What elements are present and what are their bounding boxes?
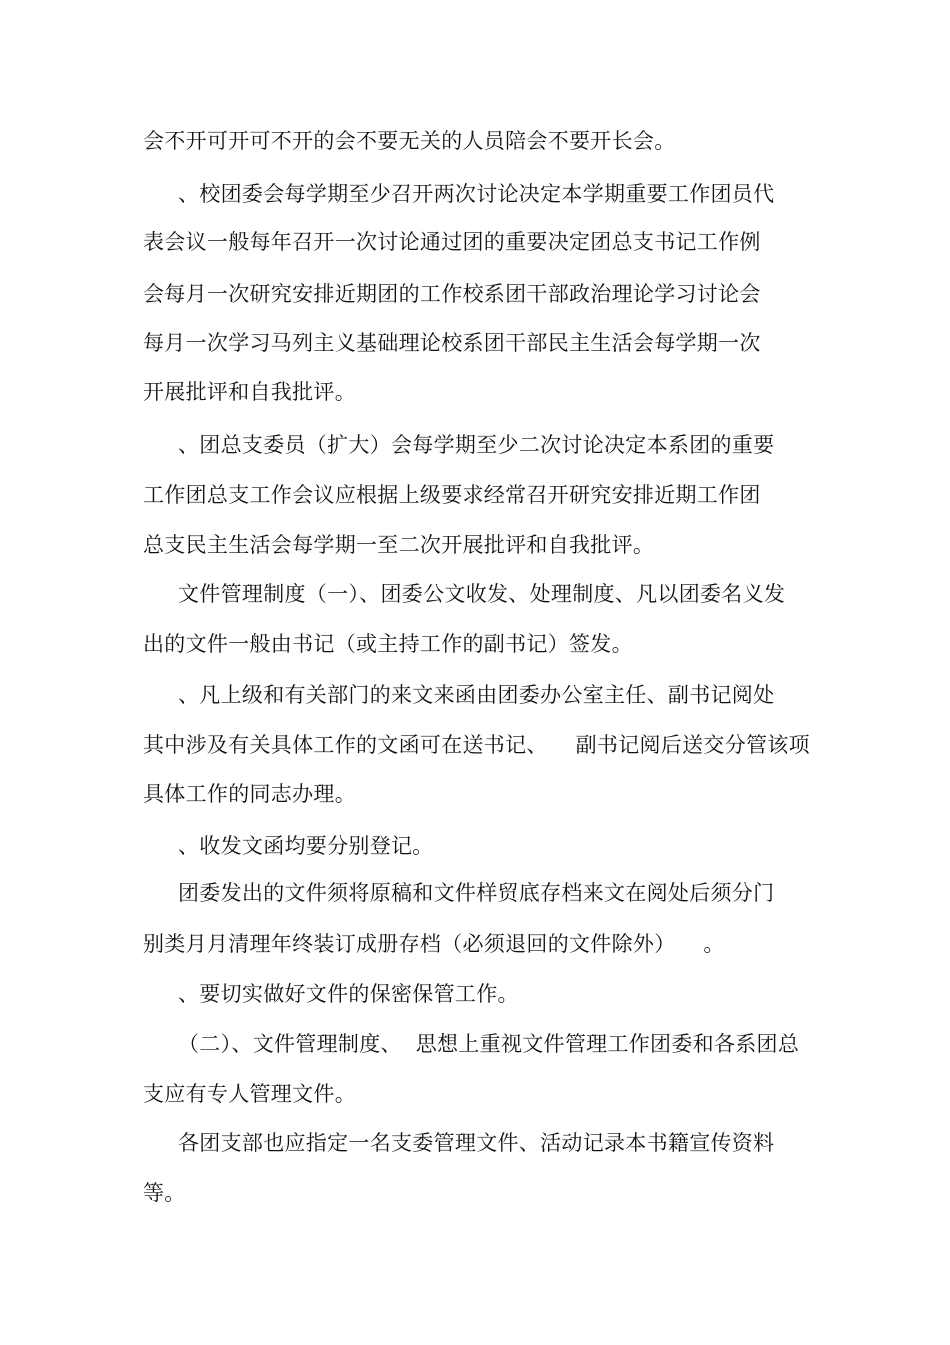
text-line: 、校团委会每学期至少召开两次讨论决定本学期重要工作团员代 (178, 182, 775, 206)
text-line: （二）、文件管理制度、 思想上重视文件管理工作团委和各系团总 (178, 1032, 800, 1056)
text-line: 工作团总支工作会议应根据上级要求经常召开研究安排近期工作团 (143, 483, 761, 507)
text-line: 支应有专人管理文件。 (143, 1082, 356, 1106)
text-line: 、团总支委员（扩大）会每学期至少二次讨论决定本系团的重要 (178, 433, 775, 457)
text-line: 会每月一次研究安排近期团的工作校系团干部政治理论学习讨论会 (143, 282, 761, 306)
text-line: 会不开可开可不开的会不要无关的人员陪会不要开长会。 (143, 129, 676, 153)
text-line: 等。 (143, 1181, 186, 1205)
text-line: 各团支部也应指定一名支委管理文件、活动记录本书籍宣传资料 (178, 1131, 775, 1155)
text-line: 团委发出的文件须将原稿和文件样贸底存档来文在阅处后须分门 (178, 881, 775, 905)
text-line: 出的文件一般由书记（或主持工作的副书记）签发。 (143, 632, 633, 656)
text-line: 、凡上级和有关部门的来文来函由团委办公室主任、副书记阅处 (178, 683, 775, 707)
text-line: 、要切实做好文件的保密保管工作。 (178, 982, 519, 1006)
text-line: 、收发文函均要分别登记。 (178, 834, 434, 858)
text-line: 别类月月清理年终装订成册存档（必须退回的文件除外） 。 (143, 932, 725, 956)
text-line: 文件管理制度（一）、团委公文收发、处理制度、凡以团委名义发 (178, 582, 786, 606)
text-line: 开展批评和自我批评。 (143, 380, 356, 404)
text-line: 表会议一般每年召开一次讨论通过团的重要决定团总支书记工作例 (143, 230, 761, 254)
text-line: 总支民主生活会每学期一至二次开展批评和自我批评。 (143, 533, 655, 557)
text-line: 每月一次学习马列主义基础理论校系团干部民主生活会每学期一次 (143, 331, 761, 355)
text-line: 其中涉及有关具体工作的文函可在送书记、 副书记阅后送交分管该项 (143, 733, 810, 757)
text-line: 具体工作的同志办理。 (143, 782, 356, 806)
